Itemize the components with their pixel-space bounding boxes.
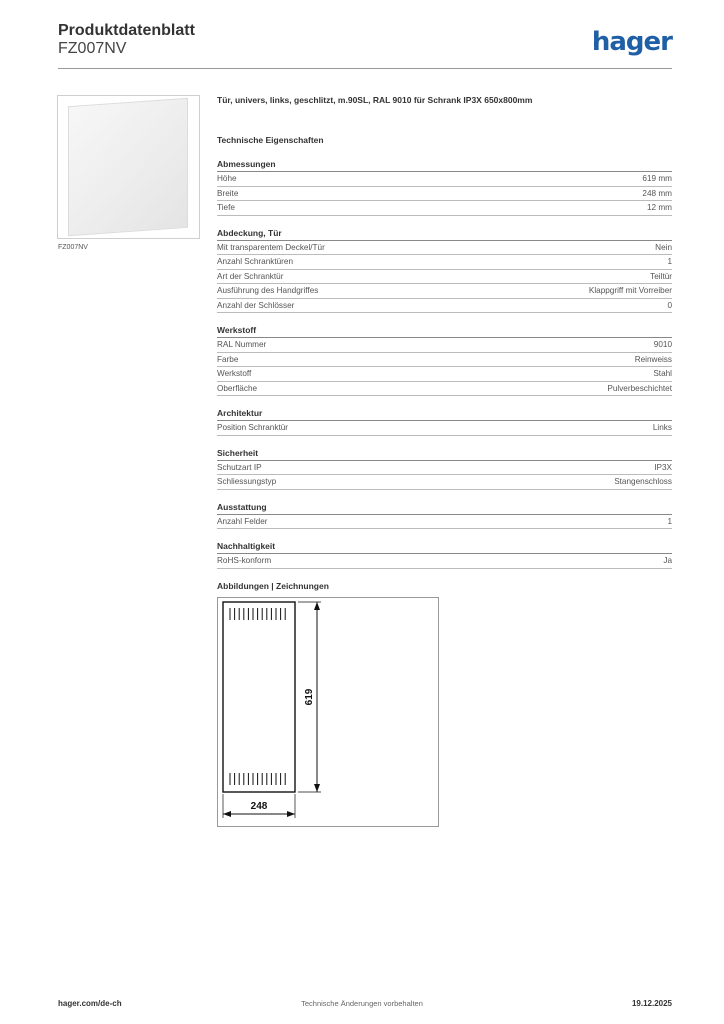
page-title: Produktdatenblatt bbox=[58, 22, 195, 39]
header-divider bbox=[58, 68, 672, 69]
spec-group bbox=[217, 502, 672, 530]
arrow-right-icon bbox=[287, 811, 295, 817]
spec-row bbox=[217, 461, 672, 476]
spec-row bbox=[217, 187, 672, 202]
spec-value: 1 bbox=[667, 516, 672, 526]
section-title: Technische Eigenschaften bbox=[217, 135, 324, 145]
spec-row bbox=[217, 255, 672, 270]
slots-top bbox=[230, 608, 285, 620]
spec-label: Anzahl Schranktüren bbox=[217, 257, 294, 266]
spec-value: 619 mm bbox=[642, 174, 672, 183]
slots-bottom bbox=[230, 773, 285, 785]
spec-value: IP3X bbox=[654, 462, 672, 472]
spec-label: Schliessungstyp bbox=[217, 477, 277, 486]
spec-label: Anzahl der Schlösser bbox=[217, 300, 295, 310]
figure-title: Abbildungen | Zeichnungen bbox=[217, 580, 329, 591]
spec-group-title: Abdeckung, Tür bbox=[217, 228, 672, 241]
spec-row bbox=[217, 554, 672, 569]
spec-label: Mit transparentem Deckel/Tür bbox=[217, 242, 325, 252]
spec-label: Werkstoff bbox=[217, 369, 252, 378]
spec-value: Klappgriff mit Vorreiber bbox=[588, 286, 672, 295]
hager-logo: hager bbox=[591, 27, 672, 57]
spec-value: Links bbox=[652, 423, 672, 432]
spec-label: Farbe bbox=[217, 354, 239, 364]
spec-row bbox=[217, 475, 672, 490]
spec-label: Anzahl Felder bbox=[217, 516, 268, 526]
spec-row bbox=[217, 284, 672, 299]
spec-label: RoHS-konform bbox=[217, 556, 272, 565]
spec-label: RAL Nummer bbox=[217, 340, 267, 349]
spec-row bbox=[217, 338, 672, 353]
spec-row bbox=[217, 353, 672, 368]
spec-label: Schutzart IP bbox=[217, 462, 262, 472]
spec-row bbox=[217, 367, 672, 382]
spec-group bbox=[217, 325, 672, 396]
spec-label: Höhe bbox=[217, 174, 237, 183]
spec-group bbox=[217, 408, 672, 436]
spec-value: Nein bbox=[655, 242, 672, 252]
footer-website: hager.com/de-ch bbox=[58, 999, 122, 1008]
product-image bbox=[57, 95, 200, 239]
door-picture-icon bbox=[68, 98, 188, 236]
spec-group bbox=[217, 159, 672, 216]
spec-row bbox=[217, 201, 672, 216]
technical-drawing bbox=[217, 597, 439, 827]
spec-group-title: Nachhaltigkeit bbox=[217, 541, 672, 554]
footer-disclaimer: Technische Änderungen vorbehalten bbox=[301, 999, 423, 1008]
spec-value: 1 bbox=[667, 257, 672, 266]
spec-row bbox=[217, 299, 672, 314]
spec-value: 0 bbox=[667, 300, 672, 310]
drawing-svg bbox=[218, 598, 438, 826]
spec-label: Tiefe bbox=[217, 203, 235, 212]
spec-label: Oberfläche bbox=[217, 383, 258, 393]
spec-group bbox=[217, 541, 672, 569]
spec-group bbox=[217, 448, 672, 490]
spec-value: Pulverbeschichtet bbox=[607, 383, 672, 393]
spec-row bbox=[217, 382, 672, 397]
product-code: FZ007NV bbox=[58, 40, 127, 57]
spec-row bbox=[217, 270, 672, 285]
spec-row bbox=[217, 172, 672, 187]
product-description: Tür, univers, links, geschlitzt, m.90SL, RAL 9010 für Schrank IP3X 650x800mm bbox=[217, 95, 533, 105]
footer-date: 19.12.2025 bbox=[631, 999, 672, 1008]
arrow-up-icon bbox=[314, 602, 320, 610]
spec-group-title: Sicherheit bbox=[217, 448, 672, 461]
spec-group-title: Architektur bbox=[217, 408, 672, 421]
spec-groups bbox=[217, 159, 672, 569]
spec-group-title: Ausstattung bbox=[217, 502, 672, 515]
width-label: 248 bbox=[250, 800, 268, 812]
door-outline bbox=[223, 602, 295, 792]
spec-value: 9010 bbox=[653, 340, 672, 349]
spec-value: Teiltür bbox=[650, 271, 672, 281]
spec-value: Stahl bbox=[653, 369, 672, 378]
spec-label: Art der Schranktür bbox=[217, 271, 284, 281]
spec-row bbox=[217, 241, 672, 256]
spec-group-title: Werkstoff bbox=[217, 325, 672, 338]
spec-row bbox=[217, 421, 672, 436]
spec-value: 12 mm bbox=[646, 203, 672, 212]
spec-label: Breite bbox=[217, 188, 239, 198]
spec-group-title: Abmessungen bbox=[217, 159, 672, 172]
arrow-down-icon bbox=[314, 784, 320, 792]
spec-value: Reinweiss bbox=[634, 354, 672, 364]
spec-group bbox=[217, 228, 672, 314]
spec-value: Ja bbox=[663, 556, 672, 565]
spec-value: 248 mm bbox=[642, 188, 672, 198]
spec-content bbox=[217, 95, 672, 827]
spec-label: Position Schranktür bbox=[217, 423, 288, 432]
spec-label: Ausführung des Handgriffes bbox=[217, 286, 319, 295]
spec-row bbox=[217, 515, 672, 530]
product-image-caption: FZ007NV bbox=[58, 244, 88, 251]
spec-value: Stangenschloss bbox=[614, 477, 672, 486]
height-label: 619 bbox=[304, 688, 315, 705]
arrow-left-icon bbox=[223, 811, 231, 817]
